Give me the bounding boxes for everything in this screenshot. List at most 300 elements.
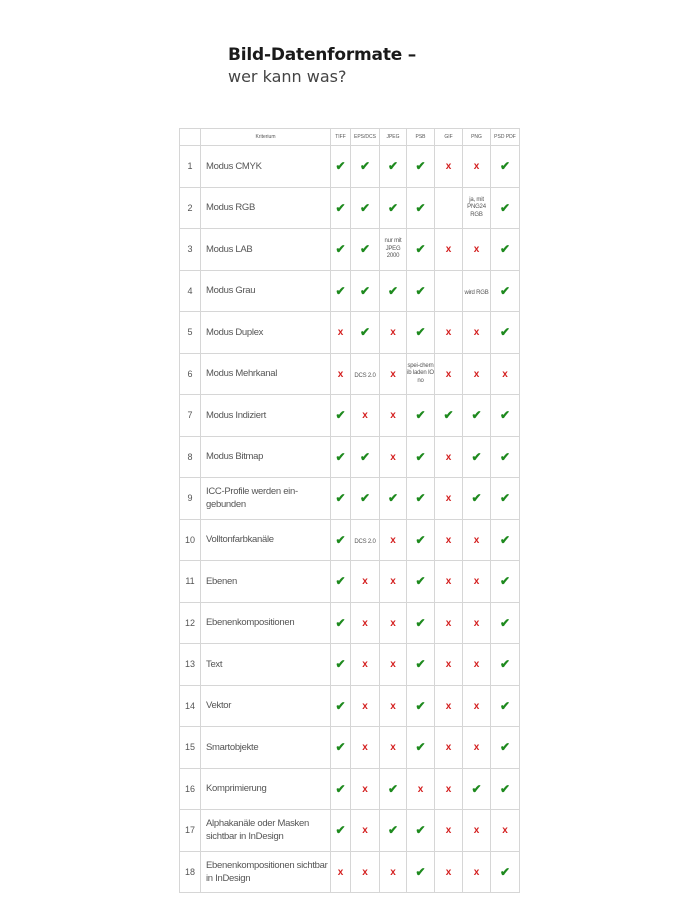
cell-supported [491, 395, 520, 437]
header-format: TIFF [331, 129, 351, 146]
cell-supported [463, 768, 491, 810]
check-icon: ✔ [415, 325, 426, 340]
cell-note [407, 353, 435, 395]
cross-icon: x [473, 825, 480, 837]
check-icon: ✔ [387, 200, 399, 215]
check-icon: ✔ [335, 200, 346, 215]
cross-icon: x [390, 327, 396, 339]
cell-empty [435, 270, 463, 312]
cell-unsupported [331, 851, 351, 893]
check-icon: ✔ [415, 283, 426, 298]
check-icon: ✔ [415, 698, 426, 713]
cell-supported [491, 851, 520, 893]
row-number: 4 [180, 270, 201, 312]
header-number [180, 129, 201, 146]
cross-icon: x [473, 368, 480, 380]
cross-icon: x [473, 161, 480, 173]
check-icon: ✔ [471, 449, 482, 464]
row-number: 8 [180, 436, 201, 478]
cell-supported [407, 436, 435, 478]
table-row [180, 851, 520, 893]
table-row [180, 810, 520, 852]
cell-unsupported [435, 727, 463, 769]
table-row [180, 768, 520, 810]
cell-unsupported [435, 229, 463, 271]
cell-unsupported [491, 810, 520, 852]
check-icon: ✔ [387, 159, 399, 174]
header-format: PSB [407, 129, 435, 146]
cell-note-text: DCS 2.0 [354, 372, 376, 379]
cross-icon: x [337, 327, 344, 339]
cell-supported [380, 768, 407, 810]
check-icon: ✔ [499, 615, 511, 630]
row-number: 1 [180, 146, 201, 188]
cross-icon: x [445, 244, 452, 256]
cell-note-text: nur mit JPEG 2000 [384, 238, 402, 259]
table-row [180, 436, 520, 478]
cell-unsupported [351, 561, 380, 603]
page-title: Bild-Datenformate – [228, 45, 417, 65]
cell-note [351, 519, 380, 561]
cross-icon: x [473, 327, 480, 339]
cell-unsupported [435, 561, 463, 603]
row-number: 15 [180, 727, 201, 769]
cell-unsupported [435, 602, 463, 644]
cross-icon: x [390, 700, 396, 712]
cell-supported [331, 478, 351, 520]
check-icon: ✔ [359, 200, 371, 215]
cell-unsupported [435, 519, 463, 561]
cell-supported [407, 561, 435, 603]
cross-icon: x [445, 659, 452, 671]
cross-icon: x [445, 866, 452, 878]
cell-supported [491, 561, 520, 603]
row-number: 2 [180, 187, 201, 229]
cell-unsupported [380, 353, 407, 395]
table-body [180, 146, 520, 893]
table-row [180, 146, 520, 188]
cross-icon: x [337, 368, 344, 380]
cross-icon: x [390, 451, 396, 463]
row-criterion: Ebenenkompositionen sichtbar in InDesign [201, 851, 331, 893]
check-icon: ✔ [387, 283, 399, 298]
check-icon: ✔ [387, 823, 399, 838]
row-number: 14 [180, 685, 201, 727]
check-icon: ✔ [387, 781, 399, 796]
cell-supported [380, 478, 407, 520]
cell-supported [491, 685, 520, 727]
check-icon: ✔ [415, 242, 426, 257]
cell-supported [331, 810, 351, 852]
cell-supported [331, 768, 351, 810]
cell-unsupported [435, 146, 463, 188]
cell-unsupported [435, 768, 463, 810]
check-icon: ✔ [415, 449, 426, 464]
row-number: 10 [180, 519, 201, 561]
cell-unsupported [463, 851, 491, 893]
check-icon: ✔ [335, 657, 346, 672]
cross-icon: x [390, 659, 396, 671]
cell-supported [331, 270, 351, 312]
check-icon: ✔ [415, 491, 426, 506]
check-icon: ✔ [415, 532, 426, 547]
check-icon: ✔ [335, 159, 346, 174]
check-icon: ✔ [335, 823, 346, 838]
check-icon: ✔ [499, 574, 511, 589]
cell-supported [351, 146, 380, 188]
cross-icon: x [362, 700, 368, 712]
cell-unsupported [331, 353, 351, 395]
check-icon: ✔ [415, 408, 426, 423]
cell-supported [407, 146, 435, 188]
cross-icon: x [390, 368, 396, 380]
row-number: 13 [180, 644, 201, 686]
cross-icon: x [362, 617, 368, 629]
cell-supported [407, 519, 435, 561]
cell-unsupported [463, 312, 491, 354]
check-icon: ✔ [359, 159, 371, 174]
cell-supported [463, 436, 491, 478]
cross-icon: x [445, 783, 452, 795]
cell-supported [491, 229, 520, 271]
cell-note-text: spei-chern ib laden IO no [407, 362, 434, 384]
cell-unsupported [463, 810, 491, 852]
check-icon: ✔ [499, 491, 511, 506]
check-icon: ✔ [499, 449, 511, 464]
check-icon: ✔ [415, 657, 426, 672]
row-criterion: Text [201, 644, 331, 686]
check-icon: ✔ [335, 408, 346, 423]
check-icon: ✔ [335, 615, 346, 630]
cell-note-text: wird RGB [464, 289, 489, 296]
cell-unsupported [380, 395, 407, 437]
check-icon: ✔ [499, 325, 511, 340]
cross-icon: x [473, 659, 480, 671]
cell-supported [351, 187, 380, 229]
check-icon: ✔ [415, 740, 426, 755]
cell-supported [331, 187, 351, 229]
table-row [180, 602, 520, 644]
cross-icon: x [473, 866, 480, 878]
cross-icon: x [337, 866, 344, 878]
cell-supported [491, 270, 520, 312]
check-icon: ✔ [359, 283, 371, 298]
cell-supported [331, 644, 351, 686]
cross-icon: x [362, 659, 368, 671]
check-icon: ✔ [499, 698, 511, 713]
cross-icon: x [390, 866, 396, 878]
format-comparison-table [179, 128, 520, 893]
cell-supported [407, 685, 435, 727]
cell-supported [491, 727, 520, 769]
table-row [180, 187, 520, 229]
row-criterion: Modus Indiziert [201, 395, 331, 437]
check-icon: ✔ [499, 740, 511, 755]
check-icon: ✔ [499, 242, 511, 257]
cell-unsupported [351, 727, 380, 769]
check-icon: ✔ [359, 242, 371, 257]
cell-unsupported [463, 685, 491, 727]
row-criterion: Ebenenkompositionen [201, 602, 331, 644]
check-icon: ✔ [499, 657, 511, 672]
cross-icon: x [445, 576, 452, 588]
row-number: 9 [180, 478, 201, 520]
check-icon: ✔ [499, 864, 511, 879]
table-row [180, 685, 520, 727]
cell-unsupported [435, 312, 463, 354]
cell-supported [351, 229, 380, 271]
cross-icon: x [473, 576, 480, 588]
check-icon: ✔ [335, 283, 346, 298]
cell-unsupported [351, 644, 380, 686]
check-icon: ✔ [335, 781, 346, 796]
check-icon: ✔ [335, 574, 346, 589]
row-number: 3 [180, 229, 201, 271]
cell-unsupported [435, 685, 463, 727]
cell-supported [407, 270, 435, 312]
cross-icon: x [502, 825, 508, 837]
table-header-row [180, 129, 520, 146]
cell-supported [491, 146, 520, 188]
row-number: 17 [180, 810, 201, 852]
row-criterion: Modus Bitmap [201, 436, 331, 478]
cell-unsupported [380, 561, 407, 603]
cross-icon: x [417, 783, 424, 795]
check-icon: ✔ [335, 449, 346, 464]
table-row [180, 727, 520, 769]
cell-note [463, 187, 491, 229]
cell-empty [435, 187, 463, 229]
cross-icon: x [473, 534, 480, 546]
cell-unsupported [463, 229, 491, 271]
check-icon: ✔ [471, 781, 482, 796]
cell-supported [331, 519, 351, 561]
row-number: 16 [180, 768, 201, 810]
row-number: 11 [180, 561, 201, 603]
table-row [180, 229, 520, 271]
check-icon: ✔ [359, 325, 371, 340]
check-icon: ✔ [387, 491, 399, 506]
cell-unsupported [463, 727, 491, 769]
cross-icon: x [362, 576, 368, 588]
cell-supported [351, 270, 380, 312]
cell-supported [407, 395, 435, 437]
cell-supported [380, 270, 407, 312]
cell-unsupported [380, 436, 407, 478]
header-format: GIF [435, 129, 463, 146]
cell-unsupported [435, 644, 463, 686]
cross-icon: x [445, 327, 452, 339]
cross-icon: x [445, 825, 452, 837]
cross-icon: x [445, 161, 452, 173]
check-icon: ✔ [335, 698, 346, 713]
check-icon: ✔ [415, 864, 426, 879]
table-row [180, 519, 520, 561]
cross-icon: x [390, 410, 396, 422]
cross-icon: x [390, 576, 396, 588]
cell-supported [380, 810, 407, 852]
check-icon: ✔ [415, 574, 426, 589]
cell-supported [435, 395, 463, 437]
row-number: 5 [180, 312, 201, 354]
cell-note [380, 229, 407, 271]
cell-unsupported [463, 602, 491, 644]
check-icon: ✔ [415, 159, 426, 174]
cell-unsupported [351, 602, 380, 644]
header-criterion: Kriterium [201, 129, 331, 146]
cell-supported [407, 229, 435, 271]
cell-unsupported [351, 685, 380, 727]
check-icon: ✔ [499, 159, 511, 174]
cell-supported [407, 727, 435, 769]
cross-icon: x [362, 410, 368, 422]
row-criterion: Modus CMYK [201, 146, 331, 188]
cell-supported [380, 187, 407, 229]
cross-icon: x [473, 700, 480, 712]
cross-icon: x [445, 617, 452, 629]
cross-icon: x [362, 783, 368, 795]
cell-supported [351, 312, 380, 354]
row-criterion: Komprimierung [201, 768, 331, 810]
cell-unsupported [380, 644, 407, 686]
cell-unsupported [463, 644, 491, 686]
header-format: PNG [463, 129, 491, 146]
table-row [180, 395, 520, 437]
cell-note [351, 353, 380, 395]
cell-note-text: DCS 2.0 [354, 538, 376, 545]
row-criterion: Modus Grau [201, 270, 331, 312]
cell-supported [407, 644, 435, 686]
check-icon: ✔ [499, 200, 511, 215]
table-row [180, 478, 520, 520]
cell-supported [407, 312, 435, 354]
row-number: 6 [180, 353, 201, 395]
check-icon: ✔ [359, 491, 371, 506]
cell-supported [380, 146, 407, 188]
check-icon: ✔ [415, 823, 426, 838]
cell-supported [407, 851, 435, 893]
cell-unsupported [463, 561, 491, 603]
cell-unsupported [435, 436, 463, 478]
cross-icon: x [445, 534, 452, 546]
cell-supported [491, 644, 520, 686]
page-heading [228, 44, 416, 88]
row-criterion: Modus LAB [201, 229, 331, 271]
cross-icon: x [362, 742, 368, 754]
cell-supported [491, 519, 520, 561]
check-icon: ✔ [443, 408, 454, 423]
cell-supported [331, 727, 351, 769]
cross-icon: x [390, 617, 396, 629]
row-number: 7 [180, 395, 201, 437]
cell-supported [331, 602, 351, 644]
check-icon: ✔ [499, 408, 511, 423]
check-icon: ✔ [335, 532, 346, 547]
cell-supported [491, 187, 520, 229]
cross-icon: x [445, 451, 452, 463]
cell-unsupported [491, 353, 520, 395]
cell-supported [407, 187, 435, 229]
cell-supported [407, 478, 435, 520]
cell-unsupported [435, 810, 463, 852]
row-criterion: Modus Mehrkanal [201, 353, 331, 395]
cell-unsupported [380, 851, 407, 893]
page-subtitle: wer kann was? [228, 67, 347, 86]
cross-icon: x [502, 368, 508, 380]
row-criterion: Modus Duplex [201, 312, 331, 354]
cross-icon: x [390, 534, 396, 546]
cell-supported [491, 602, 520, 644]
check-icon: ✔ [359, 449, 371, 464]
cell-unsupported [380, 727, 407, 769]
cell-unsupported [435, 353, 463, 395]
cell-unsupported [435, 851, 463, 893]
row-criterion: Vektor [201, 685, 331, 727]
row-criterion: Volltonfarbkanäle [201, 519, 331, 561]
cell-supported [463, 478, 491, 520]
table-row [180, 312, 520, 354]
cell-supported [331, 436, 351, 478]
check-icon: ✔ [471, 408, 482, 423]
cell-supported [331, 146, 351, 188]
cross-icon: x [390, 742, 396, 754]
cell-unsupported [407, 768, 435, 810]
cross-icon: x [445, 368, 452, 380]
check-icon: ✔ [499, 532, 511, 547]
row-criterion: Ebenen [201, 561, 331, 603]
cell-unsupported [463, 146, 491, 188]
row-number: 12 [180, 602, 201, 644]
check-icon: ✔ [415, 200, 426, 215]
row-criterion: Smartobjekte [201, 727, 331, 769]
cell-note-text: ja, mit PNG24 RGB [467, 196, 486, 218]
header-format: JPEG [380, 129, 407, 146]
cross-icon: x [445, 700, 452, 712]
cell-supported [407, 810, 435, 852]
cell-supported [331, 685, 351, 727]
row-criterion: Modus RGB [201, 187, 331, 229]
cross-icon: x [445, 742, 452, 754]
cell-unsupported [380, 685, 407, 727]
cell-supported [351, 436, 380, 478]
table-row [180, 270, 520, 312]
cell-supported [491, 436, 520, 478]
cell-supported [351, 478, 380, 520]
check-icon: ✔ [335, 491, 346, 506]
cell-supported [331, 561, 351, 603]
cell-unsupported [351, 851, 380, 893]
check-icon: ✔ [335, 242, 346, 257]
table-row [180, 561, 520, 603]
cell-unsupported [380, 312, 407, 354]
cell-supported [491, 768, 520, 810]
table-row [180, 353, 520, 395]
check-icon: ✔ [499, 283, 511, 298]
cross-icon: x [362, 866, 368, 878]
check-icon: ✔ [499, 781, 511, 796]
check-icon: ✔ [335, 740, 346, 755]
cell-supported [407, 602, 435, 644]
cell-unsupported [463, 353, 491, 395]
cell-unsupported [331, 312, 351, 354]
cross-icon: x [445, 493, 452, 505]
row-criterion: Alphakanäle oder Masken sichtbar in InDesign [201, 810, 331, 852]
table-row [180, 644, 520, 686]
check-icon: ✔ [471, 491, 482, 506]
cell-unsupported [380, 519, 407, 561]
cell-supported [491, 312, 520, 354]
cross-icon: x [473, 244, 480, 256]
